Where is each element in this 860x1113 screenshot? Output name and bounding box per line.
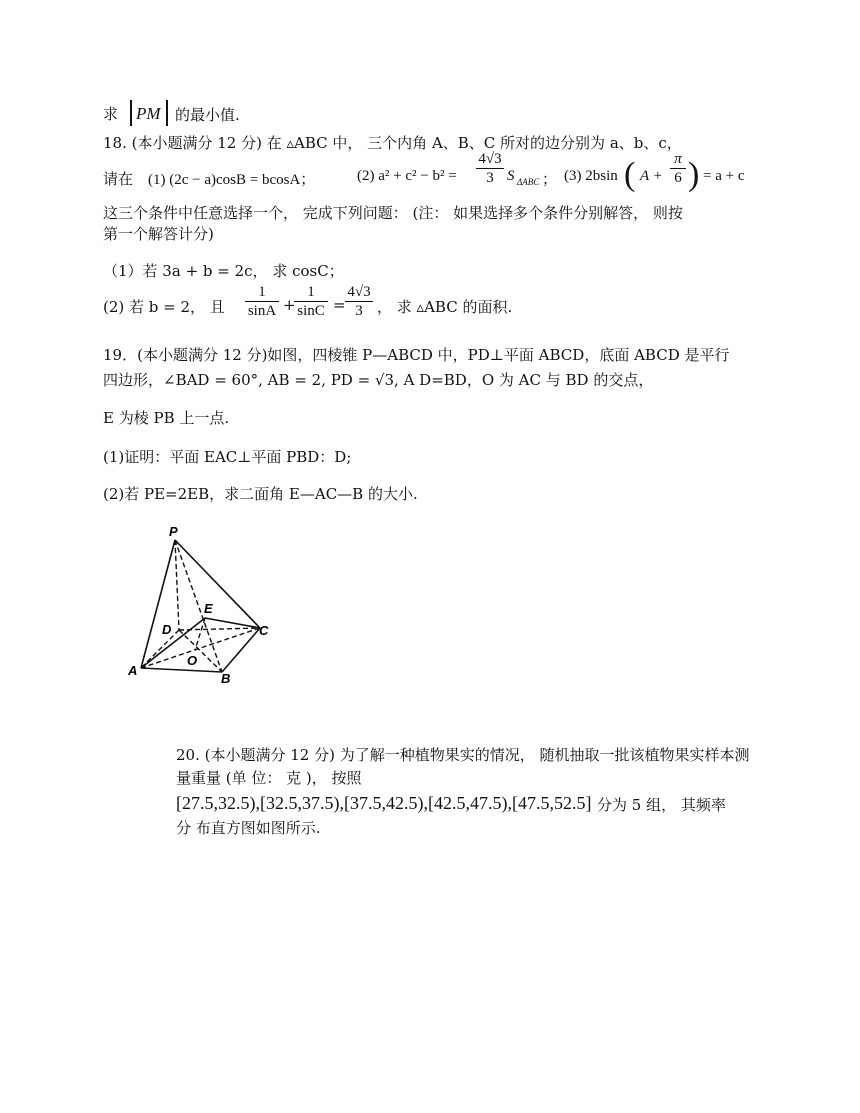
label-b: B bbox=[221, 671, 231, 686]
q18-part2-f1-den: sinA bbox=[247, 303, 277, 319]
q18-cond2-num: 4√3 bbox=[476, 150, 504, 169]
q20-intervals: [27.5,32.5),[32.5,37.5),[37.5,42.5),[42.5,47.5),[47.5,52.5] bbox=[176, 793, 592, 813]
q18-cond3-num: π bbox=[670, 150, 686, 169]
q19-part2: (2)若 PE=2EB，求二面角 E—AC—B 的大小. bbox=[103, 485, 418, 503]
abs-bar-left bbox=[130, 100, 132, 126]
q18-cond-prefix: 请在 bbox=[103, 170, 134, 188]
q19-line1: 19．(本小题满分 12 分)如图，四棱锥 P—ABCD 中，PD⊥平面 ABCD，底面 ABCD 是平行 bbox=[103, 346, 730, 364]
q17-prefix: 求 bbox=[103, 105, 119, 123]
label-o: O bbox=[187, 653, 198, 668]
q20-line3-suffix: 分为 5 组， 其频率 bbox=[597, 796, 726, 814]
q18-cond2-sub: ΔABC bbox=[517, 177, 540, 187]
q18-lead bbox=[103, 133, 682, 153]
q18-lead-text: (本小题满分 12 分) 在 ▵ABC 中， 三个内角 A、B、C 所对的边分别为 a、b、c， bbox=[131, 134, 682, 152]
q18-cond2-den: 3 bbox=[486, 170, 494, 186]
label-e: E bbox=[204, 601, 213, 616]
q17-tail-line bbox=[103, 104, 118, 124]
q18-cond1: (1) (2c − a)cosB = bcosA； bbox=[148, 172, 316, 188]
q20-line4: 分 布直方图如图所示. bbox=[176, 819, 321, 837]
q18-cond3-inner: A + bbox=[640, 168, 663, 184]
q18-part2-frac1 bbox=[245, 283, 279, 320]
q19-line3: E 为棱 PB 上一点. bbox=[103, 409, 230, 427]
pyramid-figure bbox=[125, 520, 285, 690]
label-a: A bbox=[128, 663, 138, 678]
q18-cond2-lhs: (2) a² + c² − b² = bbox=[357, 168, 457, 184]
q18-part2-f3-den: 3 bbox=[355, 303, 363, 319]
q18-part2-f1-num: 1 bbox=[245, 283, 279, 302]
q18-part1: （1）若 3a + b = 2c， 求 cosC； bbox=[103, 262, 344, 280]
q17-expr: PM bbox=[136, 104, 161, 123]
q18-cond3-rhs: = a + c bbox=[703, 168, 745, 184]
q18-number: 18. bbox=[103, 134, 127, 152]
q20-line2: 量重量 (单 位： 克 )， 按照 bbox=[176, 769, 362, 787]
q18-cond3-paren-left: ( bbox=[624, 156, 636, 193]
label-p: P bbox=[169, 524, 178, 539]
q18-part2-f2-num: 1 bbox=[294, 283, 328, 302]
q18-cond2-end: ； bbox=[542, 170, 558, 188]
q18-part2-lhs: (2) 若 b = 2， 且 bbox=[103, 298, 225, 316]
q17-suffix: 的最小值. bbox=[175, 106, 240, 124]
q20-line1: 20. (本小题满分 12 分) 为了解一种植物果实的情况， 随机抽取一批该植物果实样本测 bbox=[176, 746, 750, 764]
q18-part2-f2-den: sinC bbox=[297, 303, 325, 319]
q18-part2-eq: = bbox=[333, 296, 346, 314]
label-c: C bbox=[259, 623, 269, 638]
q18-part2-f3-num: 4√3 bbox=[345, 283, 373, 302]
q18-cond2-fraction bbox=[476, 150, 504, 187]
q18-cond3-paren-right: ) bbox=[688, 156, 700, 193]
q18-part2-frac3 bbox=[345, 283, 373, 320]
q18-cond3-den: 6 bbox=[674, 170, 682, 186]
label-d: D bbox=[162, 622, 172, 637]
q19-line2: 四边形，∠BAD = 60°, AB = 2, PD = √3, A D=BD，O 为 AC 与 BD 的交点， bbox=[103, 371, 654, 389]
q18-part2-plus: + bbox=[283, 296, 296, 314]
q18-part2-rhs: ， 求 ▵ABC 的面积. bbox=[377, 298, 513, 316]
q18-cond3-lhs: (3) 2bsin bbox=[564, 168, 618, 184]
abs-bar-right bbox=[166, 100, 168, 126]
q18-instr-1: 这三个条件中任意选择一个， 完成下列问题： (注： 如果选择多个条件分别解答， 则按 bbox=[103, 204, 683, 222]
q19-part1: (1)证明：平面 EAC⊥平面 PBD：D; bbox=[103, 448, 352, 466]
q18-cond3-fraction bbox=[670, 150, 686, 187]
q18-part2-frac2 bbox=[294, 283, 328, 320]
q18-instr-2: 第一个解答计分) bbox=[103, 225, 214, 243]
q18-cond2-s: S bbox=[507, 168, 515, 184]
